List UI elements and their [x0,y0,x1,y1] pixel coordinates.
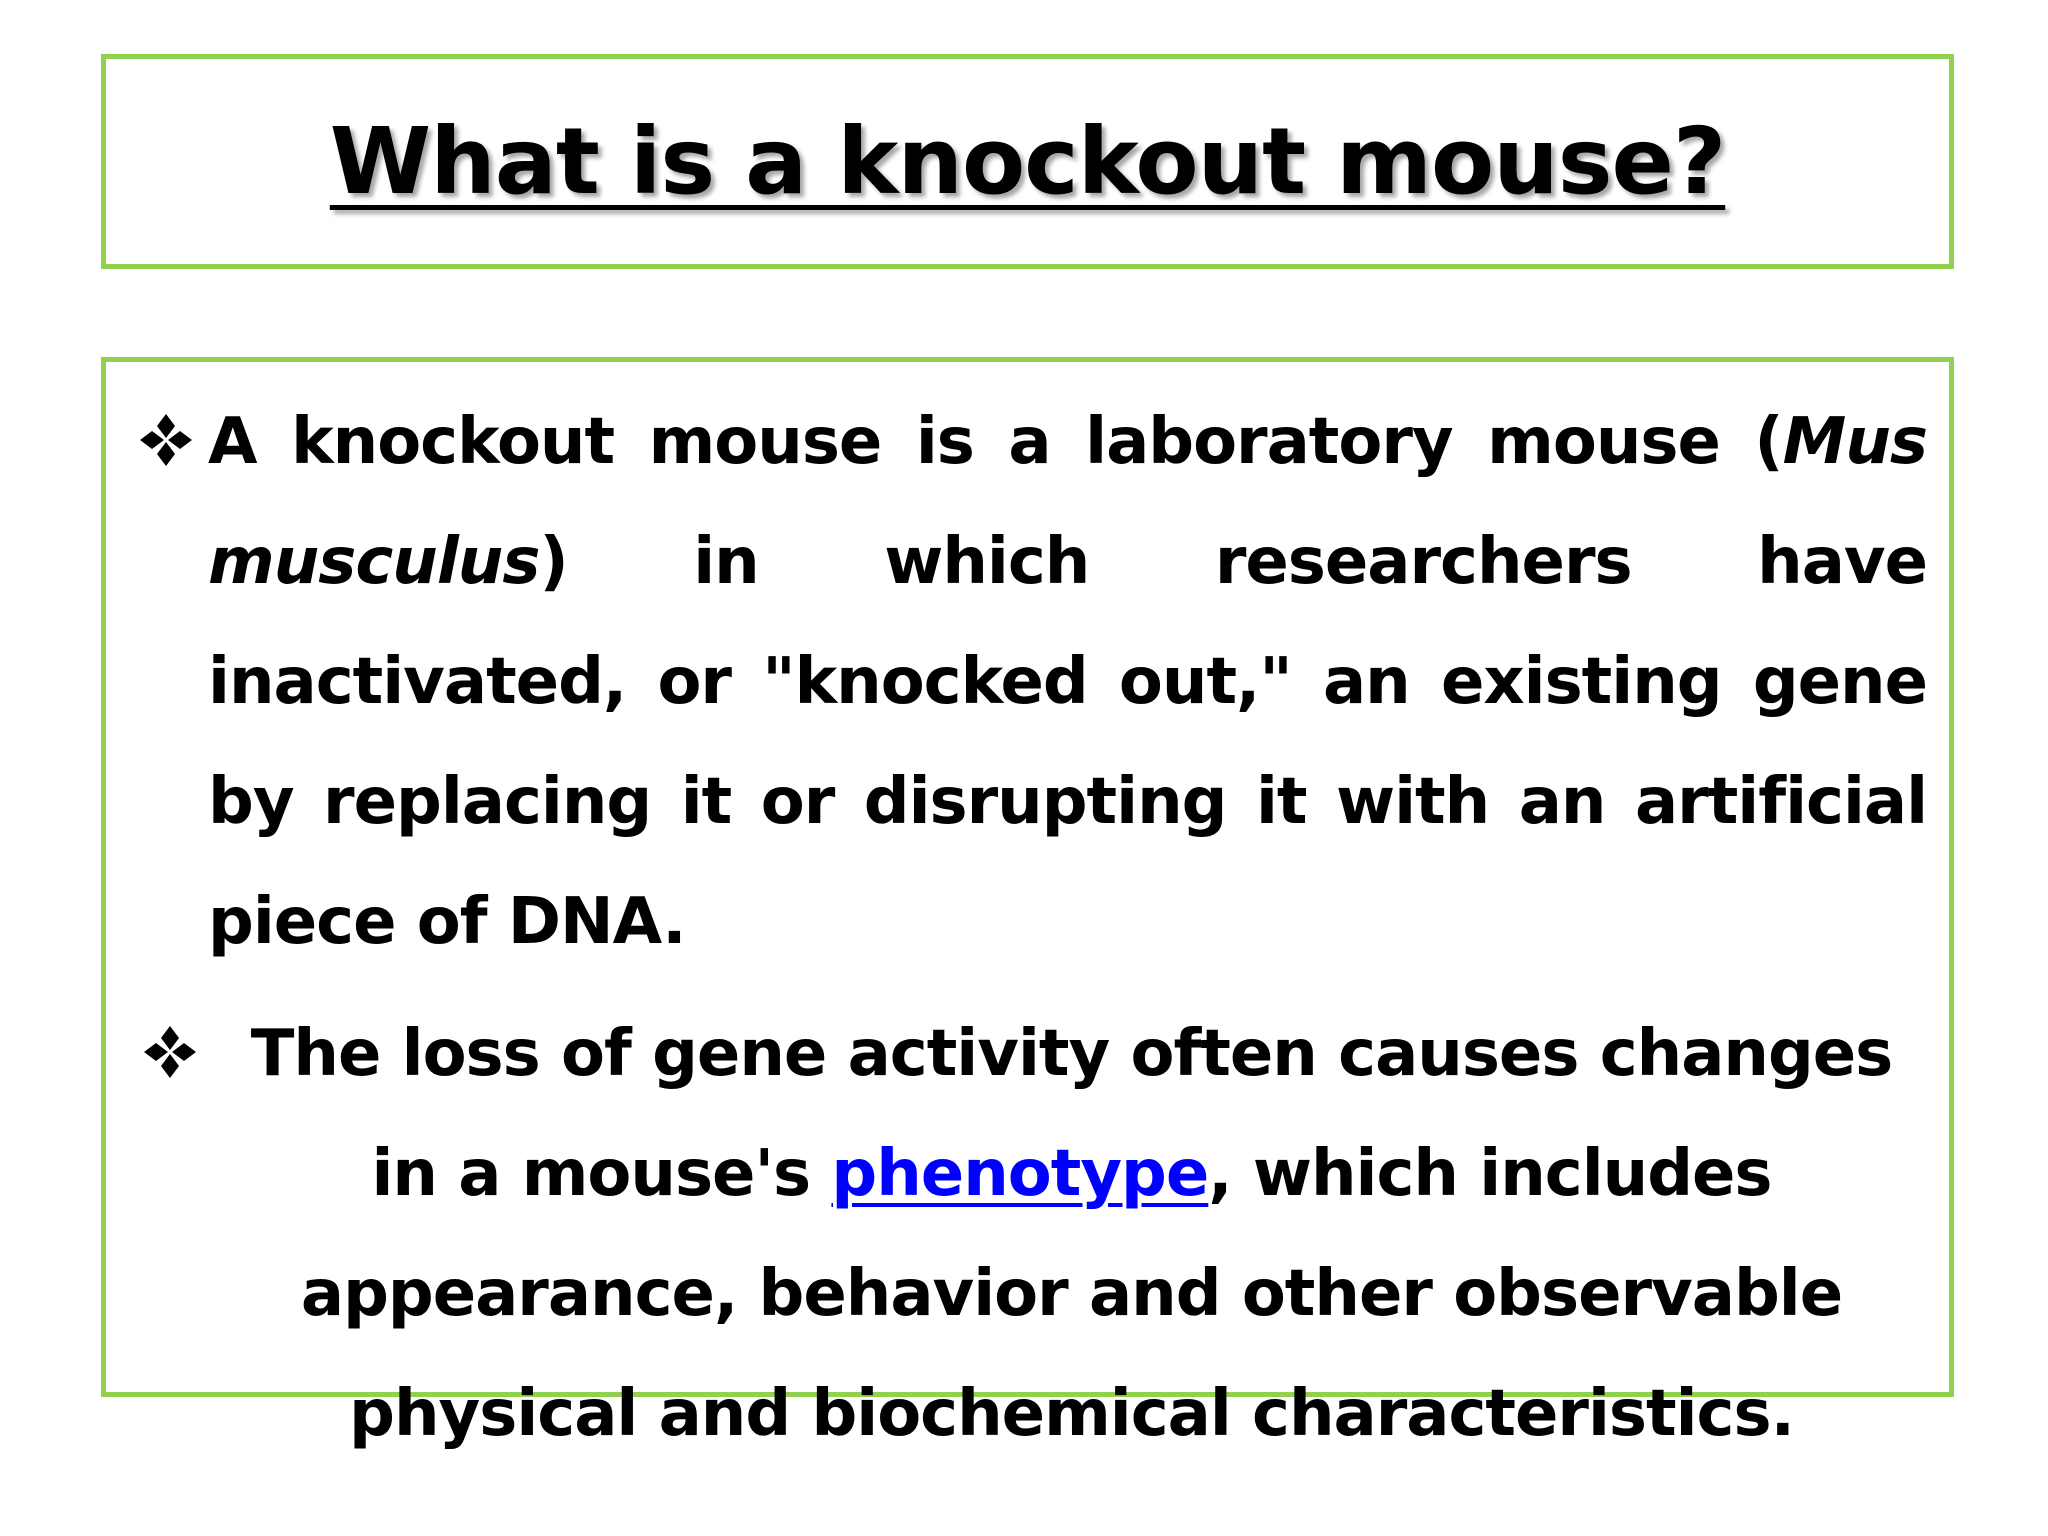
bullet-item-phenotype [128,994,1927,1474]
bullet-text-before: The loss of gene activity often causes changes in a mouse's [250,1017,1893,1211]
diamond-cluster-icon [138,412,194,468]
diamond-cluster-icon [142,1024,198,1080]
bullet-text-after: ) in which researchers have inactivated, or "knocked out," an existing gene by replacing it or disrupting it with an artificial piece of DNA. [208,525,1927,959]
bullet-item-definition [128,382,1927,982]
bullet-text-after: , which includes appearance, behavior and other observable physical and biochemical characteristics. [300,1137,1843,1451]
bullet-text-before: A knockout mouse is a laboratory mouse ( [208,405,1783,479]
phenotype-link[interactable]: phenotype [831,1137,1209,1211]
title-box [101,54,1954,269]
species-name: Mus musculus [208,405,1927,599]
content-box [101,357,1954,1451]
slide-title: What is a knockout mouse? [329,107,1726,215]
